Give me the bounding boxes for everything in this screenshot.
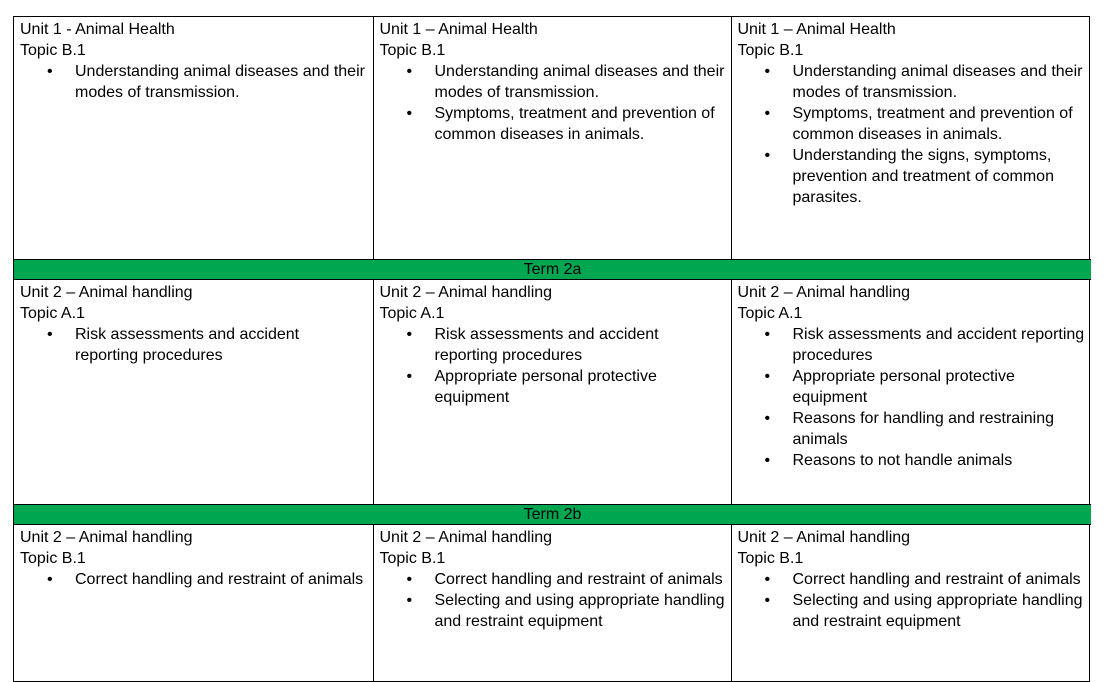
bullet-list xyxy=(380,61,725,145)
list-item: • Understanding animal diseases and their modes of transmission. xyxy=(793,61,1086,103)
topic-heading: Topic A.1 xyxy=(20,305,85,322)
list-item: • Understanding animal diseases and their modes of transmission. xyxy=(75,61,367,103)
cell-col-1 xyxy=(14,280,373,505)
list-item: • Selecting and using appropriate handling and restraint equipment xyxy=(435,590,725,632)
term-band-2a: Term 2a xyxy=(14,260,1091,280)
cell-col-2 xyxy=(373,280,731,505)
list-item: • Selecting and using appropriate handling and restraint equipment xyxy=(793,590,1086,632)
unit-heading: Unit 1 – Animal Health xyxy=(379,21,538,38)
topic-heading: Topic B.1 xyxy=(20,42,86,59)
unit-heading: Unit 2 – Animal handling xyxy=(20,284,193,301)
bullet-list xyxy=(20,569,367,590)
list-item: • Symptoms, treatment and prevention of common diseases in animals. xyxy=(793,103,1086,145)
list-item: • Risk assessments and accident reporting procedures xyxy=(75,324,367,366)
list-item: • Reasons to not handle animals xyxy=(793,450,1086,471)
list-item: • Appropriate personal protective equipment xyxy=(435,366,725,408)
term-band-row xyxy=(14,260,1091,280)
bullet-list xyxy=(20,61,367,103)
topic-heading: Topic B.1 xyxy=(20,550,86,567)
cell-col-1 xyxy=(14,525,373,682)
unit-heading: Unit 1 - Animal Health xyxy=(20,21,175,38)
cell-col-2 xyxy=(373,17,731,260)
list-item: • Correct handling and restraint of animals xyxy=(793,569,1086,590)
topic-heading: Topic B.1 xyxy=(379,550,446,567)
unit-heading: Unit 2 – Animal handling xyxy=(737,284,911,301)
bullet-list xyxy=(380,324,725,408)
unit-heading: Unit 2 – Animal handling xyxy=(379,529,553,546)
unit-heading: Unit 2 – Animal handling xyxy=(20,529,193,546)
curriculum-table-frame xyxy=(13,16,1090,682)
cell-col-2 xyxy=(373,525,731,682)
cell-col-3 xyxy=(731,280,1091,505)
list-item: • Correct handling and restraint of animals xyxy=(435,569,725,590)
topic-heading: Topic A.1 xyxy=(737,305,803,322)
bullet-list xyxy=(738,61,1086,208)
unit-heading: Unit 1 – Animal Health xyxy=(737,21,896,38)
curriculum-table xyxy=(14,17,1091,681)
list-item: • Risk assessments and accident reporting procedures xyxy=(793,324,1086,366)
list-item: • Understanding animal diseases and their modes of transmission. xyxy=(435,61,725,103)
bullet-list xyxy=(20,324,367,366)
list-item: • Risk assessments and accident reporting procedures xyxy=(435,324,725,366)
table-row xyxy=(14,17,1091,260)
list-item: • Reasons for handling and restraining animals xyxy=(793,408,1086,450)
term-band-2b: Term 2b xyxy=(14,505,1091,525)
list-item: • Correct handling and restraint of animals xyxy=(75,569,367,590)
list-item: • Symptoms, treatment and prevention of common diseases in animals. xyxy=(435,103,725,145)
bullet-list xyxy=(380,569,725,632)
bullet-list xyxy=(738,324,1086,471)
list-item: • Appropriate personal protective equipment xyxy=(793,366,1086,408)
cell-col-3 xyxy=(731,17,1091,260)
cell-col-3 xyxy=(731,525,1091,682)
unit-heading: Unit 2 – Animal handling xyxy=(379,284,553,301)
table-row xyxy=(14,525,1091,682)
topic-heading: Topic B.1 xyxy=(379,42,446,59)
term-band-row xyxy=(14,505,1091,525)
topic-heading: Topic B.1 xyxy=(737,550,804,567)
cell-col-1 xyxy=(14,17,373,260)
table-row xyxy=(14,280,1091,505)
unit-heading: Unit 2 – Animal handling xyxy=(737,529,911,546)
topic-heading: Topic A.1 xyxy=(379,305,445,322)
topic-heading: Topic B.1 xyxy=(737,42,804,59)
bullet-list xyxy=(738,569,1086,632)
list-item: • Understanding the signs, symptoms, prevention and treatment of common parasites. xyxy=(793,145,1086,208)
